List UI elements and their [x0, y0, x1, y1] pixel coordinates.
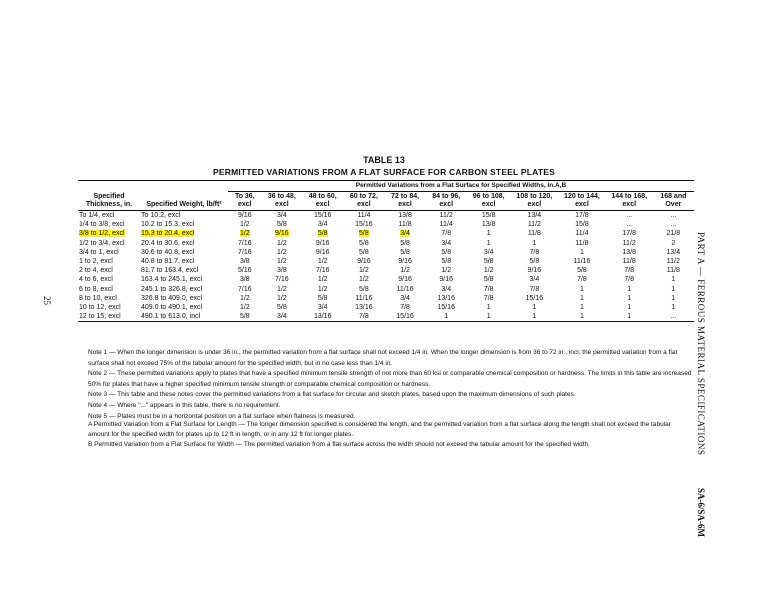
cell-variation: 9/16 [357, 258, 371, 266]
cell-thickness: 4 to 6, excl [79, 276, 113, 284]
header-width-8: 120 to 144, excl [564, 193, 600, 208]
table-row [78, 257, 694, 266]
cell-variation: 11/2 [439, 212, 453, 219]
cell-variation: 1/2 [277, 239, 287, 247]
cell-variation: 7/16 [275, 276, 289, 284]
cell-variation: 3/8 [239, 276, 250, 284]
cell-variation: 1/2 [239, 294, 250, 302]
cell-variation: 1 [486, 230, 491, 238]
cell-variation: 11/4 [439, 221, 453, 229]
table-row [78, 312, 694, 322]
cell-variation: 11/4 [575, 230, 589, 238]
cell-variation: 5/8 [529, 258, 540, 266]
footnote-a: A Permitted Variation from a Flat Surface for Length — The longer dimension specified is considered the length, and the permitted variation from a flat surface along the length shall not exceed the tabular amount for the specified width for plates up to 12 ft in length, or in any 12 ft for longer plates. [88, 421, 671, 438]
running-header: PART A — FERROUS MATERIAL SPECIFICATIONS [696, 232, 706, 456]
cell-variation: 3/4 [317, 221, 328, 229]
cell-variation: 5/8 [359, 239, 369, 247]
cell-variation: 3/4 [317, 304, 328, 312]
cell-variation: 7/8 [624, 276, 635, 284]
cell-variation: 13/16 [437, 294, 455, 302]
cell-variation: 1/2 [317, 276, 328, 284]
cell-variation: 1 [558, 312, 606, 322]
cell-variation: 1 [532, 304, 537, 312]
page-number: 25 [42, 296, 52, 305]
cell-variation: 15/16 [437, 304, 455, 312]
note-1: Note 1 — When the longer dimension is under 36 in., the permitted variation from a flat surface shall not exceed 1/4 in. When the longer dimension is from 36 to 72 in., incl, the permitted variation from a flat surface shall not exceed 75% of the tabular amount for the specified width, but in no case less than 1/4 in. [88, 349, 678, 367]
cell-variation: ... [626, 221, 633, 229]
cell-variation: 1/2 [239, 230, 250, 238]
cell-variation: 1 [671, 294, 676, 302]
cell-variation: 7/8 [441, 230, 452, 238]
header-width-7: 108 to 120, excl [516, 193, 553, 208]
cell-variation: 7/8 [400, 304, 410, 312]
cell-variation: 9/16 [398, 258, 412, 266]
cell-variation: 15/8 [575, 221, 589, 229]
header-width-4: 72 to 84, excl [391, 193, 420, 208]
cell-variation: 5/8 [483, 276, 494, 284]
spec-code: SA-6/SA-6M [696, 488, 706, 537]
cell-weight: 15.3 to 20.4, excl [141, 230, 195, 238]
cell-variation: 7/16 [237, 248, 252, 256]
cell-variation: 7/8 [483, 285, 494, 293]
cell-variation: 9/16 [315, 248, 330, 256]
cell-variation: 1 [627, 294, 632, 302]
cell-variation: 11/8 [398, 221, 412, 229]
cell-variation: 13/8 [622, 248, 637, 256]
cell-variation: 3/8 [239, 258, 250, 266]
cell-variation: 7/16 [315, 267, 330, 275]
cell-variation: 9/16 [527, 267, 542, 275]
cell-variation: 1 [486, 304, 491, 312]
cell-variation: 9/16 [315, 239, 330, 247]
cell-variation: 11/8 [575, 239, 589, 247]
cell-variation: 17/8 [622, 230, 637, 238]
cell-variation: 1/2 [277, 258, 287, 266]
header-width-0: To 36, excl [234, 193, 255, 208]
header-width-9: 144 to 168, excl [611, 193, 648, 208]
cell-variation: 5/8 [359, 248, 369, 256]
table-row [78, 266, 694, 275]
table-row [78, 220, 694, 229]
cell-variation: 11/8 [527, 230, 541, 238]
cell-variation: 13/16 [355, 304, 373, 312]
cell-variation: 7/8 [624, 267, 635, 275]
cell-variation: 1 [580, 294, 584, 302]
cell-variation: 5/8 [317, 230, 328, 238]
table-row [78, 303, 694, 312]
cell-variation: 15/8 [481, 212, 496, 219]
table-row [78, 211, 694, 221]
cell-thickness: 1/2 to 3/4, excl [79, 239, 125, 247]
cell-variation: 1 [486, 239, 491, 247]
cell-variation: 1/2 [359, 276, 369, 284]
cell-variation: 1 [580, 248, 584, 256]
cell-thickness: 1 to 2, excl [79, 258, 113, 266]
cell-variation: 1/2 [317, 285, 328, 293]
cell-weight: 30.6 to 40.8, excl [141, 248, 195, 256]
cell-variation: 11/2 [666, 258, 680, 266]
cell-variation: 3/4 [483, 248, 494, 256]
table-row [78, 275, 694, 284]
cell-variation: 11/4 [357, 212, 371, 219]
cell-weight: 40.8 to 81.7, excl [141, 258, 195, 266]
cell-variation: 5/8 [228, 312, 262, 322]
cell-variation: 3/4 [400, 230, 410, 238]
cell-variation: 5/8 [317, 294, 328, 302]
header-weight: Specified Weight, lb/ft² [146, 201, 222, 208]
cell-variation: 1 [532, 239, 537, 247]
cell-variation: 13/16 [302, 312, 343, 322]
cell-variation: 5/8 [441, 248, 452, 256]
cell-variation: 3/4 [441, 239, 452, 247]
header-width-5: 84 to 96, excl [432, 193, 461, 208]
cell-variation: 15/16 [384, 312, 425, 322]
cell-variation: 1 [511, 312, 559, 322]
note-5: Note 5 — Plates must be in a horizontal position on a flat surface when flatness is measured. [88, 412, 356, 420]
cell-weight: To 10.2, excl [141, 212, 181, 219]
cell-weight: 81.7 to 163.4, excl [141, 267, 199, 275]
cell-weight: 326.8 to 409.0, excl [141, 294, 203, 302]
cell-variation: 1 [671, 285, 676, 293]
cell-variation: 5/8 [400, 248, 410, 256]
table-row [78, 229, 694, 238]
cell-variation: 5/8 [400, 239, 410, 247]
cell-variation: ... [670, 212, 677, 219]
cell-variation: 7/16 [237, 285, 252, 293]
cell-variation: 7/16 [237, 239, 252, 247]
cell-variation: 9/16 [398, 276, 412, 284]
cell-thickness: 1/4 to 3/8, excl [79, 221, 125, 229]
header-width-2: 48 to 60, excl [308, 193, 337, 208]
cell-variation: 7/8 [529, 285, 540, 293]
cell-thickness: 10 to 12, excl [79, 304, 121, 312]
cell-variation: 21/8 [666, 230, 681, 238]
cell-variation: 13/4 [527, 212, 542, 219]
cell-variation: 5/16 [237, 267, 252, 275]
flatness-table [78, 180, 694, 322]
cell-thickness: 3/4 to 1, excl [79, 248, 119, 256]
footnote-b: B Permitted Variation from a Flat Surface for Width — The permitted variation from a flat surface across the width should not exceed the tabular amount for the specified width. [88, 441, 590, 448]
cell-weight: 245.1 to 326.8, excl [141, 285, 203, 293]
cell-thickness: 8 to 10, excl [79, 294, 117, 302]
cell-variation: 15/16 [525, 294, 544, 302]
cell-variation: 3/4 [400, 294, 410, 302]
cell-variation: 1/2 [277, 248, 287, 256]
cell-thickness: 12 to 15, excl [78, 312, 140, 322]
table-row [78, 285, 694, 294]
cell-variation: 3/8 [277, 267, 287, 275]
cell-variation: 1 [606, 312, 653, 322]
cell-variation: 11/2 [622, 239, 636, 247]
cell-variation: 9/16 [439, 276, 454, 284]
cell-variation: 1/2 [277, 294, 287, 302]
table-title: PERMITTED VARIATIONS FROM A FLAT SURFACE FOR CARBON STEEL PLATES [213, 167, 555, 177]
cell-variation: 7/8 [483, 294, 494, 302]
cell-weight: 409.0 to 490.1, excl [141, 304, 203, 312]
cell-variation: 7/8 [343, 312, 384, 322]
cell-variation: 3/4 [277, 212, 287, 219]
table-row [78, 294, 694, 303]
cell-variation: 7/8 [529, 248, 540, 256]
cell-variation: 5/8 [359, 285, 369, 293]
cell-variation: 11/16 [573, 258, 591, 266]
header-widths-span: Permitted Variations from a Flat Surface for Specified Widths, in.A,B [228, 181, 694, 192]
header-width-1: 36 to 48, excl [267, 193, 296, 208]
cell-variation: 9/16 [237, 212, 252, 219]
cell-variation: 7/8 [577, 276, 587, 284]
cell-variation: 11/2 [527, 221, 541, 229]
cell-variation: 13/4 [666, 248, 681, 256]
note-4: Note 4 — Where "..." appears in this table, there is no requirement. [88, 401, 281, 409]
cell-variation: 1/2 [239, 304, 250, 312]
cell-thickness: To 1/4, excl [79, 212, 115, 219]
cell-variation: 5/8 [441, 258, 452, 266]
cell-variation: 5/8 [359, 230, 369, 238]
cell-variation: 11/8 [666, 267, 680, 275]
header-thickness: Specified Thickness, in. [85, 193, 133, 208]
header-width-6: 96 to 108, excl [472, 193, 505, 208]
cell-variation: 15/16 [355, 221, 373, 229]
cell-thickness: 6 to 8, excl [79, 285, 113, 293]
cell-variation: 1 [580, 304, 584, 312]
cell-variation: 9/16 [275, 230, 289, 238]
cell-variation: 1 [671, 304, 676, 312]
cell-weight: 10.2 to 15.3, excl [141, 221, 195, 229]
cell-variation: 5/8 [277, 221, 287, 229]
cell-variation: 1/2 [317, 258, 328, 266]
cell-variation: 3/4 [262, 312, 303, 322]
cell-variation: 5/8 [277, 304, 287, 312]
cell-variation: 1/2 [277, 285, 287, 293]
cell-variation: 17/8 [575, 212, 589, 219]
cell-variation: 1 [426, 312, 467, 322]
cell-variation: 1 [671, 276, 676, 284]
table-footnotes [88, 420, 692, 450]
cell-variation: 1 [467, 312, 511, 322]
cell-variation: 1/2 [483, 267, 494, 275]
note-2: Note 2 — These permitted variations apply to plates that have a specified minimum tensile strength of not more than 60 ksi or comparable chemical composition or hardness. The limits in this table are increased 50% for plates that have a higher specified minimum tensile strength or comparable chemical composition or hardness. [88, 370, 692, 388]
cell-weight: 20.4 to 30.6, excl [141, 239, 195, 247]
table-notes [88, 348, 692, 422]
cell-variation: 1/2 [239, 221, 250, 229]
table-row [78, 239, 694, 248]
cell-variation: 2 [671, 239, 676, 247]
cell-variation: 1/2 [400, 267, 410, 275]
cell-weight: 490.1 to 613.0, incl [140, 312, 228, 322]
cell-variation: 3/4 [441, 285, 452, 293]
cell-variation: 1 [627, 304, 632, 312]
table-number: TABLE 13 [363, 155, 405, 165]
cell-variation: 1 [627, 285, 632, 293]
cell-variation: ... [653, 312, 694, 322]
cell-variation: 1/2 [441, 267, 452, 275]
cell-variation: 11/16 [396, 285, 414, 293]
cell-variation: ... [626, 212, 633, 219]
header-width-10: 168 and Over [660, 193, 687, 208]
cell-variation: 15/16 [313, 212, 332, 219]
cell-variation: 13/8 [481, 221, 496, 229]
header-width-3: 60 to 72, excl [349, 193, 378, 208]
cell-variation: 11/16 [355, 294, 373, 302]
cell-variation: 3/4 [529, 276, 540, 284]
cell-variation: 11/8 [622, 258, 636, 266]
cell-variation: 5/8 [577, 267, 587, 275]
cell-variation: 5/8 [483, 258, 494, 266]
note-3: Note 3 — This table and these notes cover the permitted variations from a flat surface for circular and sketch plates, based upon the maximum dimensions of such plates. [88, 391, 576, 399]
cell-thickness: 2 to 4, excl [79, 267, 113, 275]
table-row [78, 248, 694, 257]
cell-variation: ... [670, 221, 677, 229]
cell-variation: 1/2 [359, 267, 369, 275]
cell-thickness: 3/8 to 1/2, excl [79, 230, 125, 238]
cell-weight: 163.4 to 245.1, excl [141, 276, 203, 284]
cell-variation: 13/8 [398, 212, 412, 219]
cell-variation: 1 [580, 285, 584, 293]
